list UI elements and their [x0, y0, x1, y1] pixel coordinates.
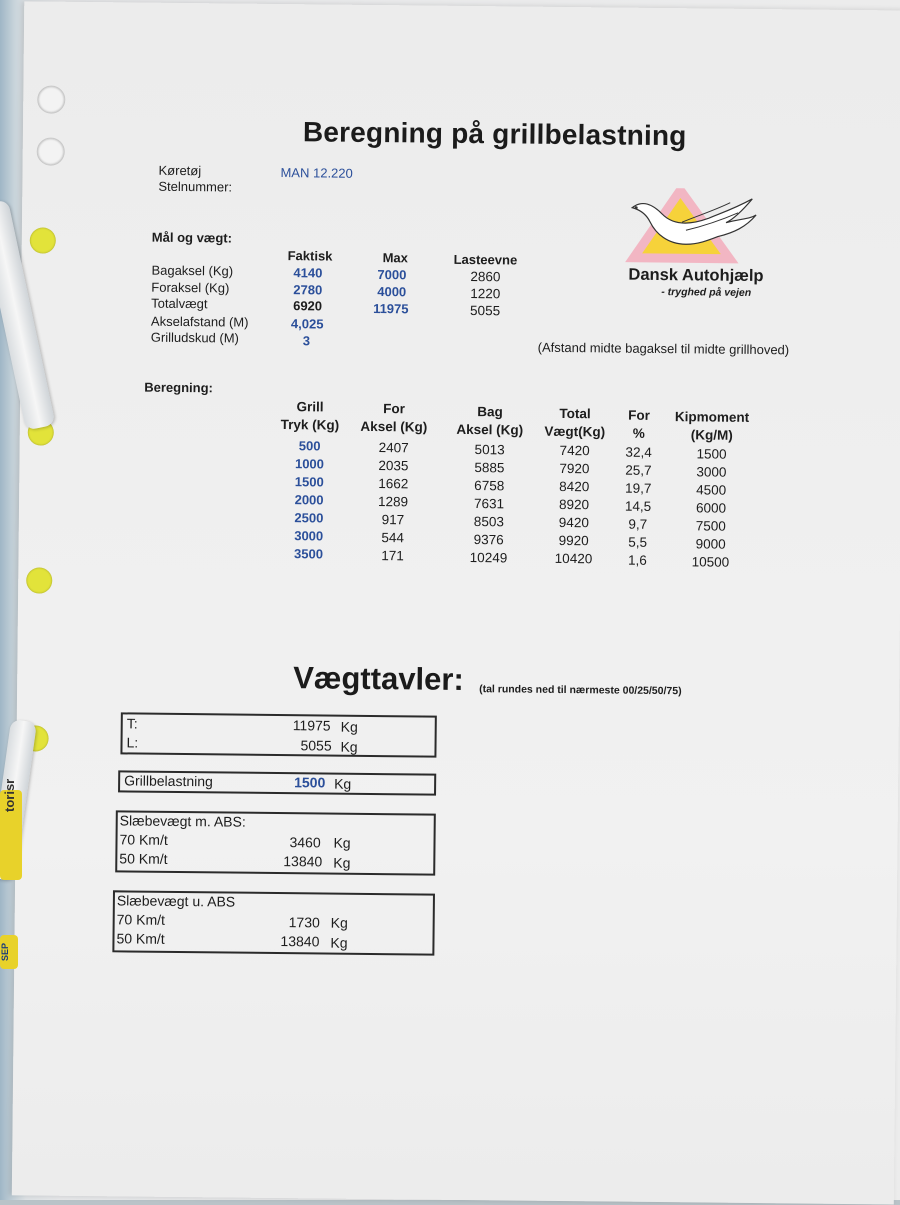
brand-tagline: - tryghed på vejen: [661, 286, 752, 299]
table-cell: 544: [381, 529, 405, 546]
slaebevaegt-abs-title: Slæbevægt m. ABS:: [119, 812, 246, 830]
speed-label: 50 Km/t: [116, 930, 165, 947]
table-header: For Aksel (Kg): [360, 401, 428, 435]
faktisk-value: 2780: [293, 282, 323, 298]
table-cell: 32,4: [625, 444, 652, 461]
table-cell: 3000: [696, 464, 727, 480]
grillbelastning-box: [118, 770, 436, 795]
table-cell: 8420: [559, 479, 590, 495]
row-label: Grilludskud (M): [150, 329, 239, 346]
table-cell: 10500: [691, 554, 730, 570]
unit: Kg: [340, 738, 358, 755]
document-page: [12, 1, 900, 1204]
table-cell: 2407: [378, 439, 409, 456]
unit: Kg: [330, 934, 348, 951]
table-cell: 8920: [558, 497, 590, 513]
koretoj-value: MAN 12.220: [280, 165, 353, 181]
stelnummer-label: Stelnummer:: [158, 178, 233, 195]
grill-tryk-cell: 1500: [294, 474, 324, 490]
table-cell: 6758: [474, 477, 505, 493]
unit: Kg: [334, 775, 352, 792]
koretoj-label: Køretøj: [158, 162, 202, 179]
punch-hole: [37, 85, 65, 113]
grill-tryk-cell: 3500: [293, 546, 324, 562]
speed-label: 50 Km/t: [119, 850, 168, 867]
grillbelastning-value: 1500: [294, 774, 326, 791]
grill-tryk-cell: 3000: [294, 528, 324, 544]
unit: Kg: [330, 914, 348, 931]
table-cell: 7500: [695, 518, 726, 534]
slaebevaegt-uabs-box: [112, 890, 435, 955]
table-cell: 9420: [558, 515, 589, 531]
table-cell: 9,7: [628, 516, 648, 533]
row-label: Foraksel (Kg): [151, 279, 230, 296]
faktisk-value: 6920: [293, 298, 323, 314]
t-value: 11975: [292, 717, 331, 734]
swan-triangle-icon: [622, 188, 823, 270]
unit: Kg: [340, 718, 358, 735]
table-cell: 917: [381, 511, 405, 528]
table-cell: 5885: [474, 459, 505, 475]
table-header: Total Vægt(Kg): [544, 405, 606, 440]
table-cell: 4500: [696, 482, 727, 498]
table-cell: 9376: [473, 531, 504, 547]
grill-tryk-cell: 2500: [294, 510, 324, 526]
table-cell: 5,5: [628, 534, 648, 551]
page-title: Beregning på grillbelastning: [302, 116, 687, 152]
table-cell: 171: [381, 547, 404, 564]
row-label: Akselafstand (M): [150, 313, 249, 330]
row-label: Totalvægt: [151, 295, 208, 312]
unit: Kg: [333, 854, 351, 871]
weight-value: 13840: [280, 933, 320, 950]
l-value: 5055: [300, 737, 332, 754]
vaegttavler-heading: Vægttavler:: [293, 660, 464, 697]
lasteevne-value: 1220: [470, 286, 501, 302]
max-value: 4000: [377, 284, 407, 300]
faktisk-value: 4,025: [290, 316, 324, 332]
table-cell: 1,6: [628, 552, 647, 569]
table-header: For %: [628, 407, 650, 441]
grill-tryk-cell: 500: [298, 438, 321, 454]
table-cell: 7631: [473, 495, 505, 511]
grill-tryk-cell: 2000: [294, 492, 324, 508]
faktisk-value: 3: [302, 333, 311, 349]
table-cell: 14,5: [624, 498, 652, 515]
table-cell: 19,7: [625, 480, 652, 497]
punch-hole: [30, 227, 56, 253]
speed-label: 70 Km/t: [119, 831, 168, 848]
max-value: 7000: [377, 267, 407, 283]
table-cell: 2035: [378, 457, 409, 474]
unit: Kg: [333, 834, 351, 851]
slaebevaegt-uabs-title: Slæbevægt u. ABS: [116, 892, 236, 910]
binder-edge-logo: SEP: [0, 935, 18, 969]
weight-value: 13840: [283, 853, 323, 870]
brand-name: Dansk Autohjælp: [628, 265, 764, 286]
lasteevne-value: 2860: [470, 269, 501, 285]
table-cell: 9920: [558, 533, 589, 549]
faktisk-value: 4140: [293, 265, 323, 281]
punch-hole: [26, 567, 52, 593]
table-cell: 25,7: [625, 462, 652, 479]
grill-tryk-cell: 1000: [294, 456, 325, 472]
table-header: Kipmoment (Kg/M): [674, 409, 750, 443]
lasteevne-value: 5055: [470, 303, 501, 319]
mal-heading: Mål og vægt:: [151, 229, 233, 246]
grillbelastning-label: Grillbelastning: [124, 772, 213, 790]
beregning-heading: Beregning:: [144, 379, 213, 396]
table-cell: 7920: [559, 461, 590, 477]
slaebevaegt-abs-box: [115, 810, 436, 875]
table-cell: 1500: [696, 446, 727, 462]
table-cell: 1662: [378, 475, 409, 492]
binder-edge-text: torisr: [2, 778, 17, 812]
row-label: Bagaksel (Kg): [151, 262, 234, 279]
col-max: Max: [382, 250, 409, 266]
speed-label: 70 Km/t: [116, 911, 166, 928]
table-cell: 6000: [695, 500, 727, 516]
t-label: T:: [126, 715, 138, 732]
table-header: Grill Tryk (Kg): [280, 399, 340, 433]
max-value: 11975: [373, 300, 409, 317]
table-cell: 5013: [474, 441, 505, 457]
punch-hole: [37, 137, 65, 165]
table-cell: 7420: [559, 443, 590, 459]
table-cell: 10249: [469, 549, 508, 566]
table-cell: 9000: [695, 536, 726, 552]
tally-box-tl: [120, 712, 436, 757]
weight-value: 1730: [288, 914, 320, 931]
col-faktisk: Faktisk: [287, 248, 333, 264]
table-cell: 1289: [377, 493, 409, 510]
vaegttavler-sub: (tal rundes ned til nærmeste 00/25/50/75): [479, 683, 682, 698]
table-cell: 8503: [473, 513, 504, 529]
table-header: Bag Aksel (Kg): [456, 404, 524, 438]
note-text: (Afstand midte bagaksel til midte grillhoved): [537, 339, 790, 358]
weight-value: 3460: [289, 834, 321, 851]
table-cell: 10420: [554, 551, 593, 567]
col-lasteevne: Lasteevne: [453, 251, 518, 268]
l-label: L:: [126, 734, 139, 751]
